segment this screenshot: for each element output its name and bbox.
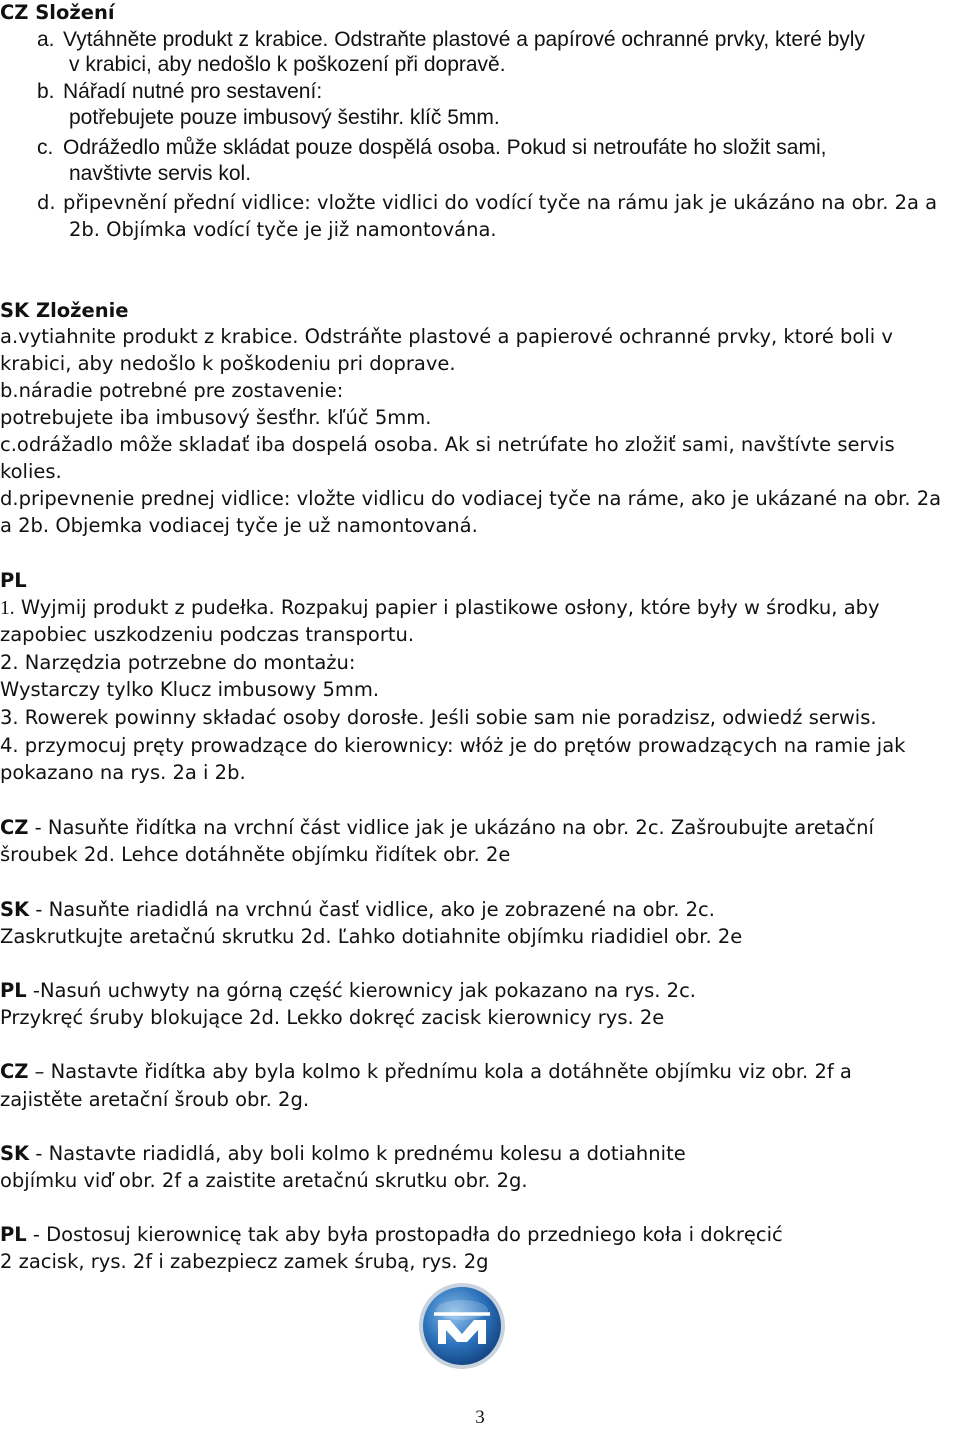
cz-item-b-cont: potřebujete pouze imbusový šestihr. klíč 5mm. [69, 106, 500, 129]
sk-line: a 2b. Objemka vodiacej tyče je už namontovaná. [0, 514, 478, 537]
sk-line: krabici, aby nedošlo k poškodeniu pri doprave. [0, 352, 456, 375]
instruction-block-second-line: zajistěte aretační šroub obr. 2g. [0, 1088, 310, 1111]
cz-item-c: c. Odrážedlo může skládat pouze dospělá osoba. Pokud si netroufáte ho složit sami, [37, 136, 827, 159]
sk-line: kolies. [0, 460, 62, 483]
pl-line: 4. przymocuj pręty prowadzące do kierownicy: włóż je do prętów prowadzących na ramie jak [0, 734, 906, 757]
pl-line: 2. Narzędzia potrzebne do montażu: [0, 651, 356, 674]
instruction-block-second-line: objímku viď obr. 2f a zaistite aretačnú skrutku obr. 2g. [0, 1169, 528, 1192]
pl-line: 1. Wyjmij produkt z pudełka. Rozpakuj papier i plastikowe osłony, które były w środku, aby [0, 596, 880, 619]
instruction-block-second-line: 2 zacisk, rys. 2f i zabezpiecz zamek śrubą, rys. 2g [0, 1250, 489, 1273]
pl-line: Wystarczy tylko Klucz imbusowy 5mm. [0, 678, 380, 701]
cz-item-a: a. Vytáhněte produkt z krabice. Odstraňte plastové a papírové ochranné prvky, které byly [37, 28, 865, 51]
cz-item-a-cont: v krabici, aby nedošlo k poškození při dopravě. [69, 53, 506, 76]
instruction-block-first-line: PL -Nasuń uchwyty na górną część kierownicy jak pokazano na rys. 2c. [0, 979, 697, 1002]
cz-item-b: b. Nářadí nutné pro sestavení: [37, 80, 323, 103]
instruction-block-second-line: šroubek 2d. Lehce dotáhněte objímku řidítek obr. 2e [0, 843, 511, 866]
sk-line: b.náradie potrebné pre zostavenie: [0, 379, 344, 402]
pl-line: zapobiec uszkodzeniu podczas transportu. [0, 623, 415, 646]
cz-item-d-cont: 2b. Objímka vodící tyče je již namontována. [69, 218, 497, 241]
sk-line: c.odrážadlo môže skladať iba dospelá osoba. Ak si netrúfate ho zložiť sami, navštívte servis [0, 433, 895, 456]
instruction-block-first-line: SK - Nastavte riadidlá, aby boli kolmo k prednému kolesu a dotiahnite [0, 1142, 686, 1165]
sk-line: potrebujete iba imbusový šesťhr. kľúč 5mm. [0, 406, 432, 429]
cz-item-d: d. připevnění přední vidlice: vložte vidlici do vodící tyče na rámu jak je ukázáno na obr. 2a a [37, 191, 938, 214]
instruction-block-first-line: PL - Dostosuj kierownicę tak aby była prostopadła do przedniego koła i dokręcić [0, 1223, 783, 1246]
instruction-block-first-line: CZ - Nasuňte řidítka na vrchní část vidlice jak je ukázáno na obr. 2c. Zašroubujte aretační [0, 816, 874, 839]
instruction-block-first-line: SK - Nasuňte riadidlá na vrchnú časť vidlice, ako je zobrazené na obr. 2c. [0, 898, 715, 921]
pl-heading: PL [0, 569, 27, 592]
brand-logo [418, 1282, 506, 1370]
pl-line: 3. Rowerek powinny składać osoby dorosłe. Jeśli sobie sam nie poradzisz, odwiedź serwis. [0, 706, 877, 729]
sk-line: a.vytiahnite produkt z krabice. Odstráňte plastové a papierové ochranné prvky, ktoré boli v [0, 325, 893, 348]
cz-item-c-cont: navštivte servis kol. [69, 162, 252, 185]
instruction-block-first-line: CZ – Nastavte řidítka aby byla kolmo k přednímu kola a dotáhněte objímku viz obr. 2f a [0, 1060, 852, 1083]
cz-assembly-heading: CZ Složení [0, 1, 115, 24]
instruction-block-second-line: Zaskrutkujte aretačnú skrutku 2d. Ľahko dotiahnite objímku riadidiel obr. 2e [0, 925, 743, 948]
instruction-block-second-line: Przykręć śruby blokujące 2d. Lekko dokręć zacisk kierownicy rys. 2e [0, 1006, 665, 1029]
page-number: 3 [475, 1407, 485, 1428]
sk-line: d.pripevnenie prednej vidlice: vložte vidlicu do vodiacej tyče na ráme, ako je ukázané na obr. 2a [0, 487, 942, 510]
pl-line: pokazano na rys. 2a i 2b. [0, 761, 246, 784]
sk-assembly-heading: SK Zloženie [0, 299, 129, 322]
